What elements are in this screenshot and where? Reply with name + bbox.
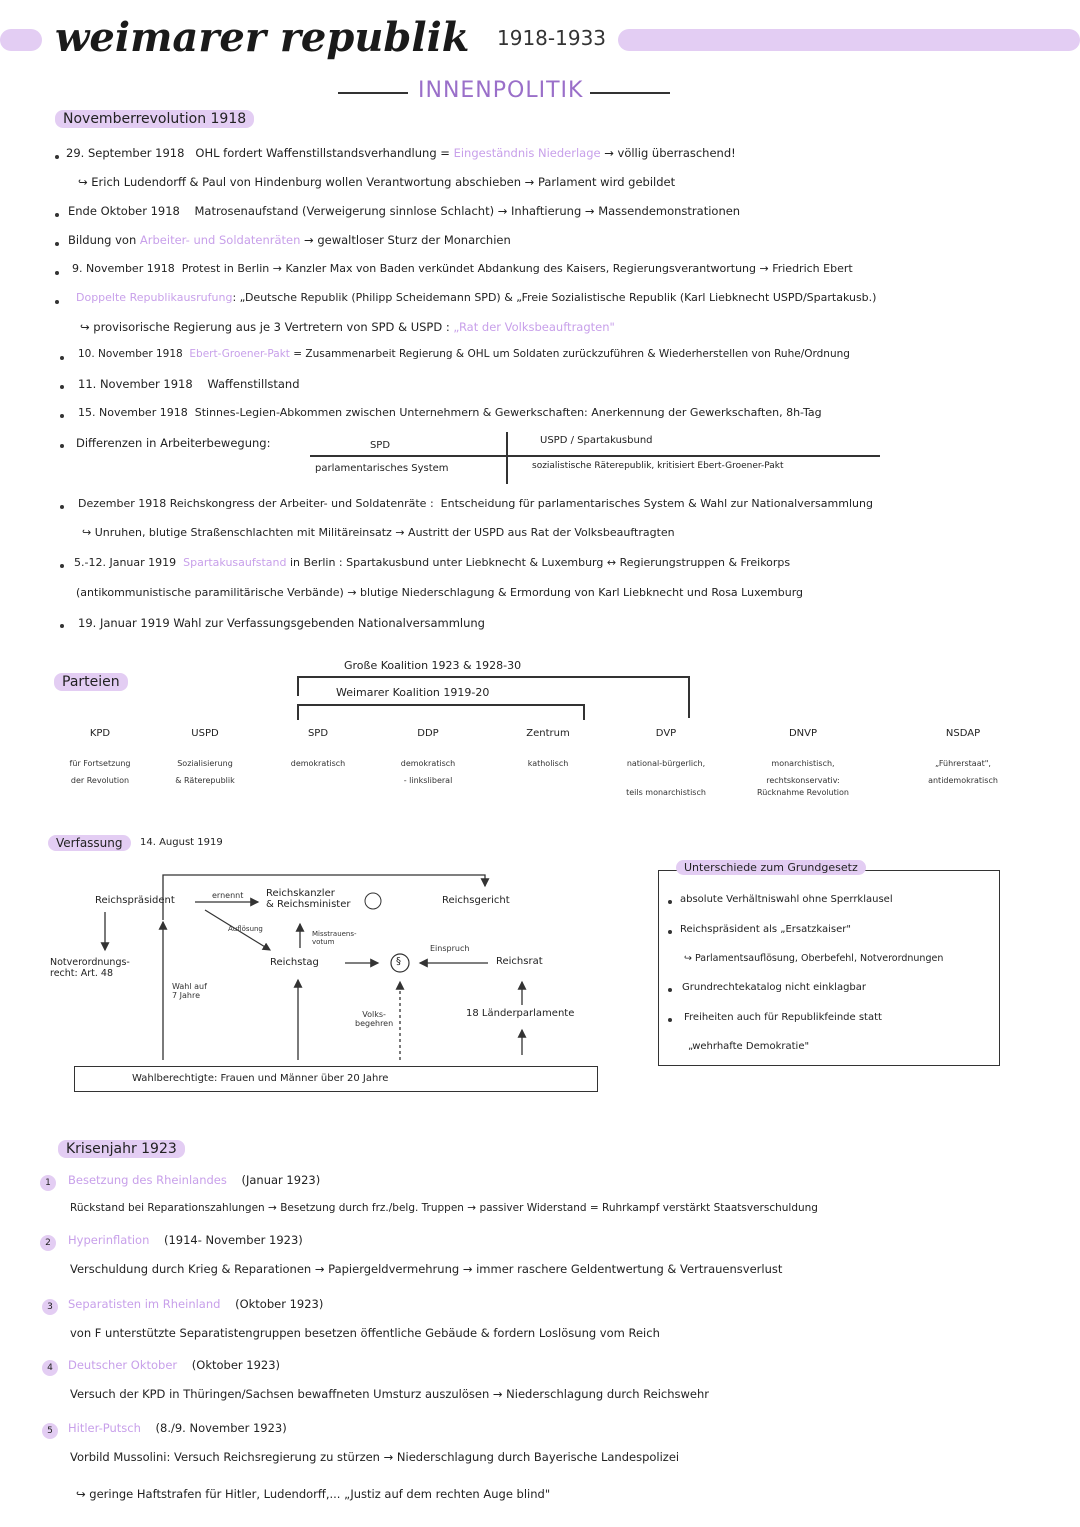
party-desc: „Führerstaat", xyxy=(935,759,991,768)
rev-line-8: 10. November 1918 Ebert-Groener-Pakt = Zusammenarbeit Regierung & OHL um Soldaten zurückzuführen & Wiederherstellen von Ruhe/Ordnung xyxy=(78,348,850,360)
lp-label: 18 Länderparlamente xyxy=(466,1008,575,1019)
rev-line-13: ↪ Unruhen, blutige Straßenschlachten mit Militäreinsatz → Austritt der USPD aus Rat der Volksbeauftragten xyxy=(82,526,675,539)
subtitle-line-left xyxy=(338,92,408,94)
revolution-heading: Novemberrevolution 1918 xyxy=(55,110,254,128)
bullet xyxy=(668,900,672,904)
diff-vline xyxy=(506,432,508,484)
krise-body: Vorbild Mussolini: Versuch Reichsregierung zu stürzen → Niederschlagung durch Bayerische Landespolizei xyxy=(70,1450,680,1464)
section-subtitle: INNENPOLITIK xyxy=(418,78,584,103)
rev-line-1: 29. September 1918 OHL fordert Waffenstillstandsverhandlung = Eingeständnis Niederlage → völlig überraschend! xyxy=(66,146,736,160)
verfassung-heading: Verfassung xyxy=(48,835,131,851)
ernennt-label: ernennt xyxy=(212,891,244,900)
rr-label: Reichsrat xyxy=(496,956,543,967)
u-item-1: absolute Verhältniswahl ohne Sperrklausel xyxy=(680,894,893,905)
krise-number: 3 xyxy=(42,1299,58,1315)
rev-line-12: Dezember 1918 Reichskongress der Arbeiter- und Soldatenräte : Entscheidung für parlamentarisches System & Wahl zur Nationalversammlung xyxy=(78,497,873,510)
krise-heading: Krisenjahr 1923 xyxy=(58,1140,185,1158)
krise-title: Deutscher Oktober xyxy=(68,1358,178,1372)
krise-title-line xyxy=(68,1358,280,1372)
bullet xyxy=(60,385,64,389)
krise-number: 2 xyxy=(40,1235,56,1251)
rev-line-15: (antikommunistische paramilitärische Verbände) → blutige Niederschlagung & Ermordung von Karl Liebknecht und Rosa Luxemburg xyxy=(76,586,803,599)
uspd-desc: sozialistische Räterepublik, kritisiert Ebert-Groener-Pakt xyxy=(532,461,784,471)
diff-hline xyxy=(310,455,880,457)
rev-line-6: Doppelte Republikausrufung: „Deutsche Republik (Philipp Scheidemann SPD) & „Freie Sozialistische Republik (Karl Liebknecht USPD/Spartakusb.) xyxy=(76,291,877,304)
krise-title: Separatisten im Rheinland xyxy=(68,1297,221,1311)
krise-date: (1914- November 1923) xyxy=(163,1233,303,1247)
party-desc: antidemokratisch xyxy=(928,776,998,785)
rev-line-7: ↪ provisorische Regierung aus je 3 Vertretern von SPD & USPD : „Rat der Volksbeauftragten" xyxy=(80,320,615,334)
u-item-2b: ↪ Parlamentsauflösung, Oberbefehl, Notverordnungen xyxy=(684,953,944,964)
rev-line-11: Differenzen in Arbeiterbewegung: xyxy=(76,436,271,450)
rev-line-3: Ende Oktober 1918 Matrosenaufstand (Verweigerung sinnlose Schlacht) → Inhaftierung → Massendemonstrationen xyxy=(68,204,741,218)
rev-line-5: 9. November 1918 Protest in Berlin → Kanzler Max von Baden verkündet Abdankung des Kaisers, Regierungsverantwortung → Friedrich Ebert xyxy=(72,262,853,275)
page-title: weimarer republik xyxy=(55,14,470,61)
rev-line-10: 15. November 1918 Stinnes-Legien-Abkommen zwischen Unternehmern & Gewerkschaften: Anerkennung der Gewerkschaften, 8h-Tag xyxy=(78,406,822,419)
bullet xyxy=(60,444,64,448)
party-desc: Sozialisierung xyxy=(177,759,233,768)
party-desc: Rücknahme Revolution xyxy=(757,788,849,797)
krise-title: Hyperinflation xyxy=(68,1233,150,1247)
rev-line-2: ↪ Erich Ludendorff & Paul von Hindenburg wollen Verantwortung abschieben → Parlament wird gebildet xyxy=(78,175,676,189)
krise-body: Verschuldung durch Krieg & Reparationen → Papiergeldvermehrung → immer raschere Geldentwertung & Vertrauensverlust xyxy=(70,1262,783,1276)
party-desc: monarchistisch, xyxy=(771,759,835,768)
wb-label: Wahlberechtigte: Frauen und Männer über 20 Jahre xyxy=(132,1073,389,1084)
krise-date: (Oktober 1923) xyxy=(191,1358,281,1372)
rev-line-16: 19. Januar 1919 Wahl zur Verfassungsgebenden Nationalversammlung xyxy=(78,616,485,630)
bullet xyxy=(60,414,64,418)
bullet xyxy=(55,242,59,246)
grosse-koalition: Große Koalition 1923 & 1928-30 xyxy=(344,659,522,672)
party-name: Zentrum xyxy=(526,728,570,739)
party-desc: demokratisch xyxy=(290,759,346,768)
u-item-4b: „wehrhafte Demokratie" xyxy=(688,1041,810,1052)
wk-vr xyxy=(583,704,585,720)
unterschiede-heading: Unterschiede zum Grundgesetz xyxy=(676,860,866,875)
krise-title-line xyxy=(68,1233,303,1247)
party-desc: - linksliberal xyxy=(403,776,453,785)
nv-label: Notverordnungs- recht: Art. 48 xyxy=(50,957,130,979)
party-name: USPD xyxy=(191,728,219,739)
bullet xyxy=(668,930,672,934)
party-name: NSDAP xyxy=(945,728,981,739)
krise-last: ↪ geringe Haftstrafen für Hitler, Ludendorff,... „Justiz auf dem rechten Auge blind" xyxy=(76,1487,551,1501)
party-desc: national-bürgerlich, xyxy=(626,759,706,768)
krise-body: von F unterstützte Separatistengruppen besetzen öffentliche Gebäude & fordern Loslösung vom Reich xyxy=(70,1326,660,1340)
u-item-3: Grundrechtekatalog nicht einklagbar xyxy=(682,982,867,993)
page-years: 1918-1933 xyxy=(497,26,607,50)
krise-number: 4 xyxy=(42,1360,58,1376)
header-bar-left xyxy=(0,29,42,51)
spd-desc: parlamentarisches System xyxy=(315,463,449,474)
verfassung-date: 14. August 1919 xyxy=(140,837,223,848)
party-name: KPD xyxy=(89,728,111,739)
rg-label: Reichsgericht xyxy=(442,895,510,906)
krise-body: Versuch der KPD in Thüringen/Sachsen bewaffneten Umsturz auszulösen → Niederschlagung durch Reichswehr xyxy=(70,1387,710,1401)
parties-heading: Parteien xyxy=(54,673,128,691)
krise-number: 5 xyxy=(42,1423,58,1439)
wk-vl xyxy=(297,704,299,720)
party-desc: rechtskonservativ: xyxy=(766,776,840,785)
bullet xyxy=(668,1018,672,1022)
u-item-4: Freiheiten auch für Republikfeinde statt xyxy=(684,1012,882,1023)
bullet xyxy=(55,300,59,304)
party-desc: der Revolution xyxy=(70,776,130,785)
aufloesung-label: Auflösung xyxy=(228,925,263,933)
rev-line-14: 5.-12. Januar 1919 Spartakusaufstand in Berlin : Spartakusbund unter Liebknecht & Luxemburg ↔ Regierungstruppen & Freikorps xyxy=(74,556,791,569)
party-desc: für Fortsetzung xyxy=(69,759,131,768)
uspd-label: USPD / Spartakusbund xyxy=(540,435,653,446)
vb-label: Volks- begehren xyxy=(355,1010,394,1028)
bullet xyxy=(60,564,64,568)
krise-date: (Oktober 1923) xyxy=(235,1297,324,1311)
paragraph-label: § xyxy=(396,956,401,967)
misstrauen-label: Misstrauens-votum xyxy=(312,930,357,946)
wk-hline xyxy=(297,704,583,706)
rp-label: Reichspräsident xyxy=(95,895,175,906)
weimarer-koalition: Weimarer Koalition 1919-20 xyxy=(336,686,490,699)
subtitle-line-right xyxy=(590,92,670,94)
party-name: DNVP xyxy=(788,728,818,739)
party-desc: demokratisch xyxy=(400,759,456,768)
einspruch-label: Einspruch xyxy=(430,944,470,953)
spd-label: SPD xyxy=(369,440,391,451)
bullet xyxy=(60,624,64,628)
party-name: DDP xyxy=(417,728,439,739)
bullet xyxy=(55,213,59,217)
krise-date: (Januar 1923) xyxy=(241,1173,321,1187)
bullet xyxy=(55,155,59,159)
bullet xyxy=(60,356,64,360)
party-name: DVP xyxy=(655,728,677,739)
gk-vl xyxy=(297,676,299,696)
rk-label: Reichskanzler & Reichsminister xyxy=(266,888,351,910)
krise-title-line xyxy=(68,1297,323,1311)
gk-hline xyxy=(297,676,689,678)
bullet xyxy=(668,988,672,992)
party-desc: katholisch xyxy=(527,759,569,768)
wahl-label: Wahl auf 7 Jahre xyxy=(172,982,207,1000)
u-item-2: Reichspräsident als „Ersatzkaiser" xyxy=(680,924,851,935)
bullet xyxy=(60,505,64,509)
rev-line-4: Bildung von Arbeiter- und Soldatenräten → gewaltloser Sturz der Monarchien xyxy=(68,233,511,247)
krise-title-line xyxy=(68,1173,320,1187)
krise-number: 1 xyxy=(40,1175,56,1191)
rev-line-9: 11. November 1918 Waffenstillstand xyxy=(78,377,300,391)
krise-body: Rückstand bei Reparationszahlungen → Besetzung durch frz./belg. Truppen → passiver Widerstand = Ruhrkampf verstärkt Staatsverschuldung xyxy=(70,1202,818,1214)
header-bar-right xyxy=(618,29,1080,51)
rk-icon xyxy=(365,893,381,909)
bullet xyxy=(55,271,59,275)
krise-date: (8./9. November 1923) xyxy=(155,1421,287,1435)
gk-vr xyxy=(688,676,690,718)
party-desc: teils monarchistisch xyxy=(626,788,706,797)
krise-title: Besetzung des Rheinlandes xyxy=(68,1173,227,1187)
rt-label: Reichstag xyxy=(270,957,319,968)
party-desc: & Räterepublik xyxy=(175,776,235,785)
krise-title-line xyxy=(68,1421,287,1435)
party-name: SPD xyxy=(307,728,329,739)
krise-title: Hitler-Putsch xyxy=(68,1421,141,1435)
